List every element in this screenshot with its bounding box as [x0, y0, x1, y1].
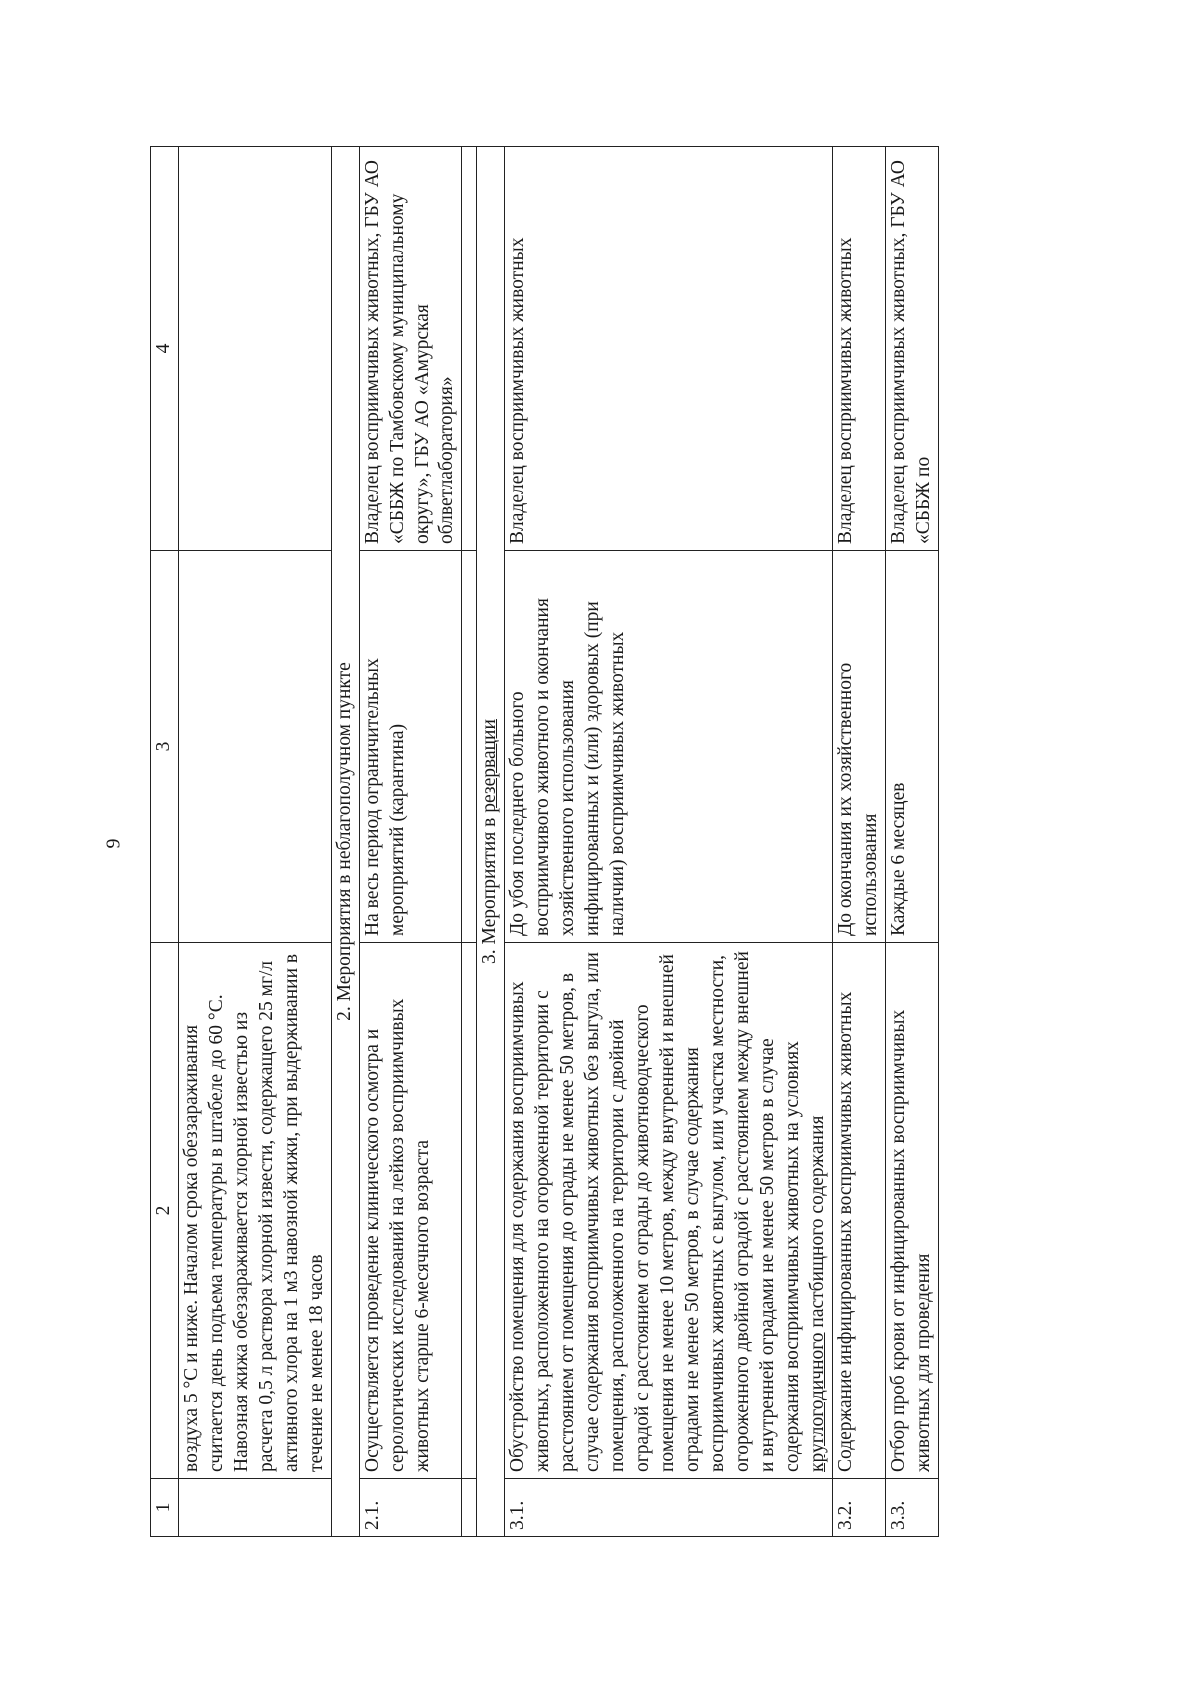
header-col-4: 4: [151, 147, 179, 551]
row-term: До окончания их хозяйственного использования: [832, 551, 885, 943]
row-action-part: пастбищного содержания: [806, 1115, 828, 1333]
row-responsible: Владелец восприимчивых животных, ГБУ АО «СББЖ по: [885, 147, 938, 551]
row-action-part: Обустройство помещения для содержания восприимчивых животных, расположенного на огороженной территории с расстоянием от помещения до ограды не менее 50 метров, в случае содержания восприимчивых животных без выгула, или помещения, расположенного на территории с двойной оградой с расстоянием от ограды до животноводческого помещения не менее 10 метров, между внутренней и внешней оградами не менее 50 метров, в случае содержания восприимчивых животных с выгулом, или участка местности, огороженного двойной оградой с расстоянием между внешней и внутренней оградами не менее 50 метров в случае содержания восприимчивых животных на условиях: [507, 951, 803, 1472]
row-number: 3.2.: [832, 1479, 885, 1537]
spacer-row: [462, 147, 477, 1537]
row-number: 3.3.: [885, 1479, 938, 1537]
measures-table-frame: [150, 147, 1070, 1537]
row-number: 2.1.: [359, 1479, 462, 1537]
spacer-cell: [462, 1479, 477, 1537]
measures-table: [150, 146, 939, 1537]
section-row-3: [477, 147, 505, 1537]
page-number: 9: [102, 838, 125, 849]
header-col-3: 3: [151, 551, 179, 943]
section-title-3: [477, 147, 505, 1537]
continuation-num: [178, 1479, 331, 1537]
table-row-continuation: [178, 147, 331, 1537]
row-action: Содержание инфицированных восприимчивых животных: [832, 943, 885, 1479]
row-responsible: Владелец восприимчивых животных: [505, 147, 832, 551]
table-row-3-1: [505, 147, 832, 1537]
section-title-3-prefix: 3. Мероприятия в: [479, 812, 501, 964]
row-action: Осуществляется проведение клинического осмотра и серологических исследований на лейкоз восприимчивых животных старше 6-месячного возраста: [359, 943, 462, 1479]
row-action-underlined: круглогодичного: [806, 1332, 828, 1472]
section-title-2: 2. Мероприятия в неблагополучном пункте: [331, 147, 359, 1537]
row-action: [505, 943, 832, 1479]
row-term: Каждые 6 месяцев: [885, 551, 938, 943]
table-row-2-1: [359, 147, 462, 1537]
table-row-3-3: [885, 147, 938, 1537]
section-title-3-underlined: резервации: [479, 719, 501, 813]
table-row-3-2: [832, 147, 885, 1537]
continuation-term: [178, 551, 331, 943]
row-responsible: Владелец восприимчивых животных, ГБУ АО «СББЖ по Тамбовскому муниципальному округу», ГБУ АО «Амурская облветлаборатория»: [359, 147, 462, 551]
continuation-responsible: [178, 147, 331, 551]
row-number: 3.1.: [505, 1479, 832, 1537]
spacer-cell: [462, 147, 477, 551]
row-action: Отбор проб крови от инфицированных восприимчивых животных для проведения: [885, 943, 938, 1479]
spacer-cell: [462, 943, 477, 1479]
row-responsible: Владелец восприимчивых животных: [832, 147, 885, 551]
section-row-2: [331, 147, 359, 1537]
header-col-2: 2: [151, 943, 179, 1479]
row-term: На весь период ограничительных мероприятий (карантина): [359, 551, 462, 943]
row-term: До убоя последнего больного восприимчивого животного и окончания хозяйственного использования инфицированных и (или) здоровых (при наличии) восприимчивых животных: [505, 551, 832, 943]
header-row: [151, 147, 179, 1537]
continuation-action: воздуха 5 °С и ниже. Началом срока обеззараживания считается день подъема температуры в штабеле до 60 °С. Навозная жижа обеззараживается хлорной известью из расчета 0,5 л раствора хлорной извести, содержащего 25 мг/л активного хлора на 1 м3 навозной жижи, при выдерживании в течение не менее 18 часов: [178, 943, 331, 1479]
spacer-cell: [462, 551, 477, 943]
header-col-1: 1: [151, 1479, 179, 1537]
